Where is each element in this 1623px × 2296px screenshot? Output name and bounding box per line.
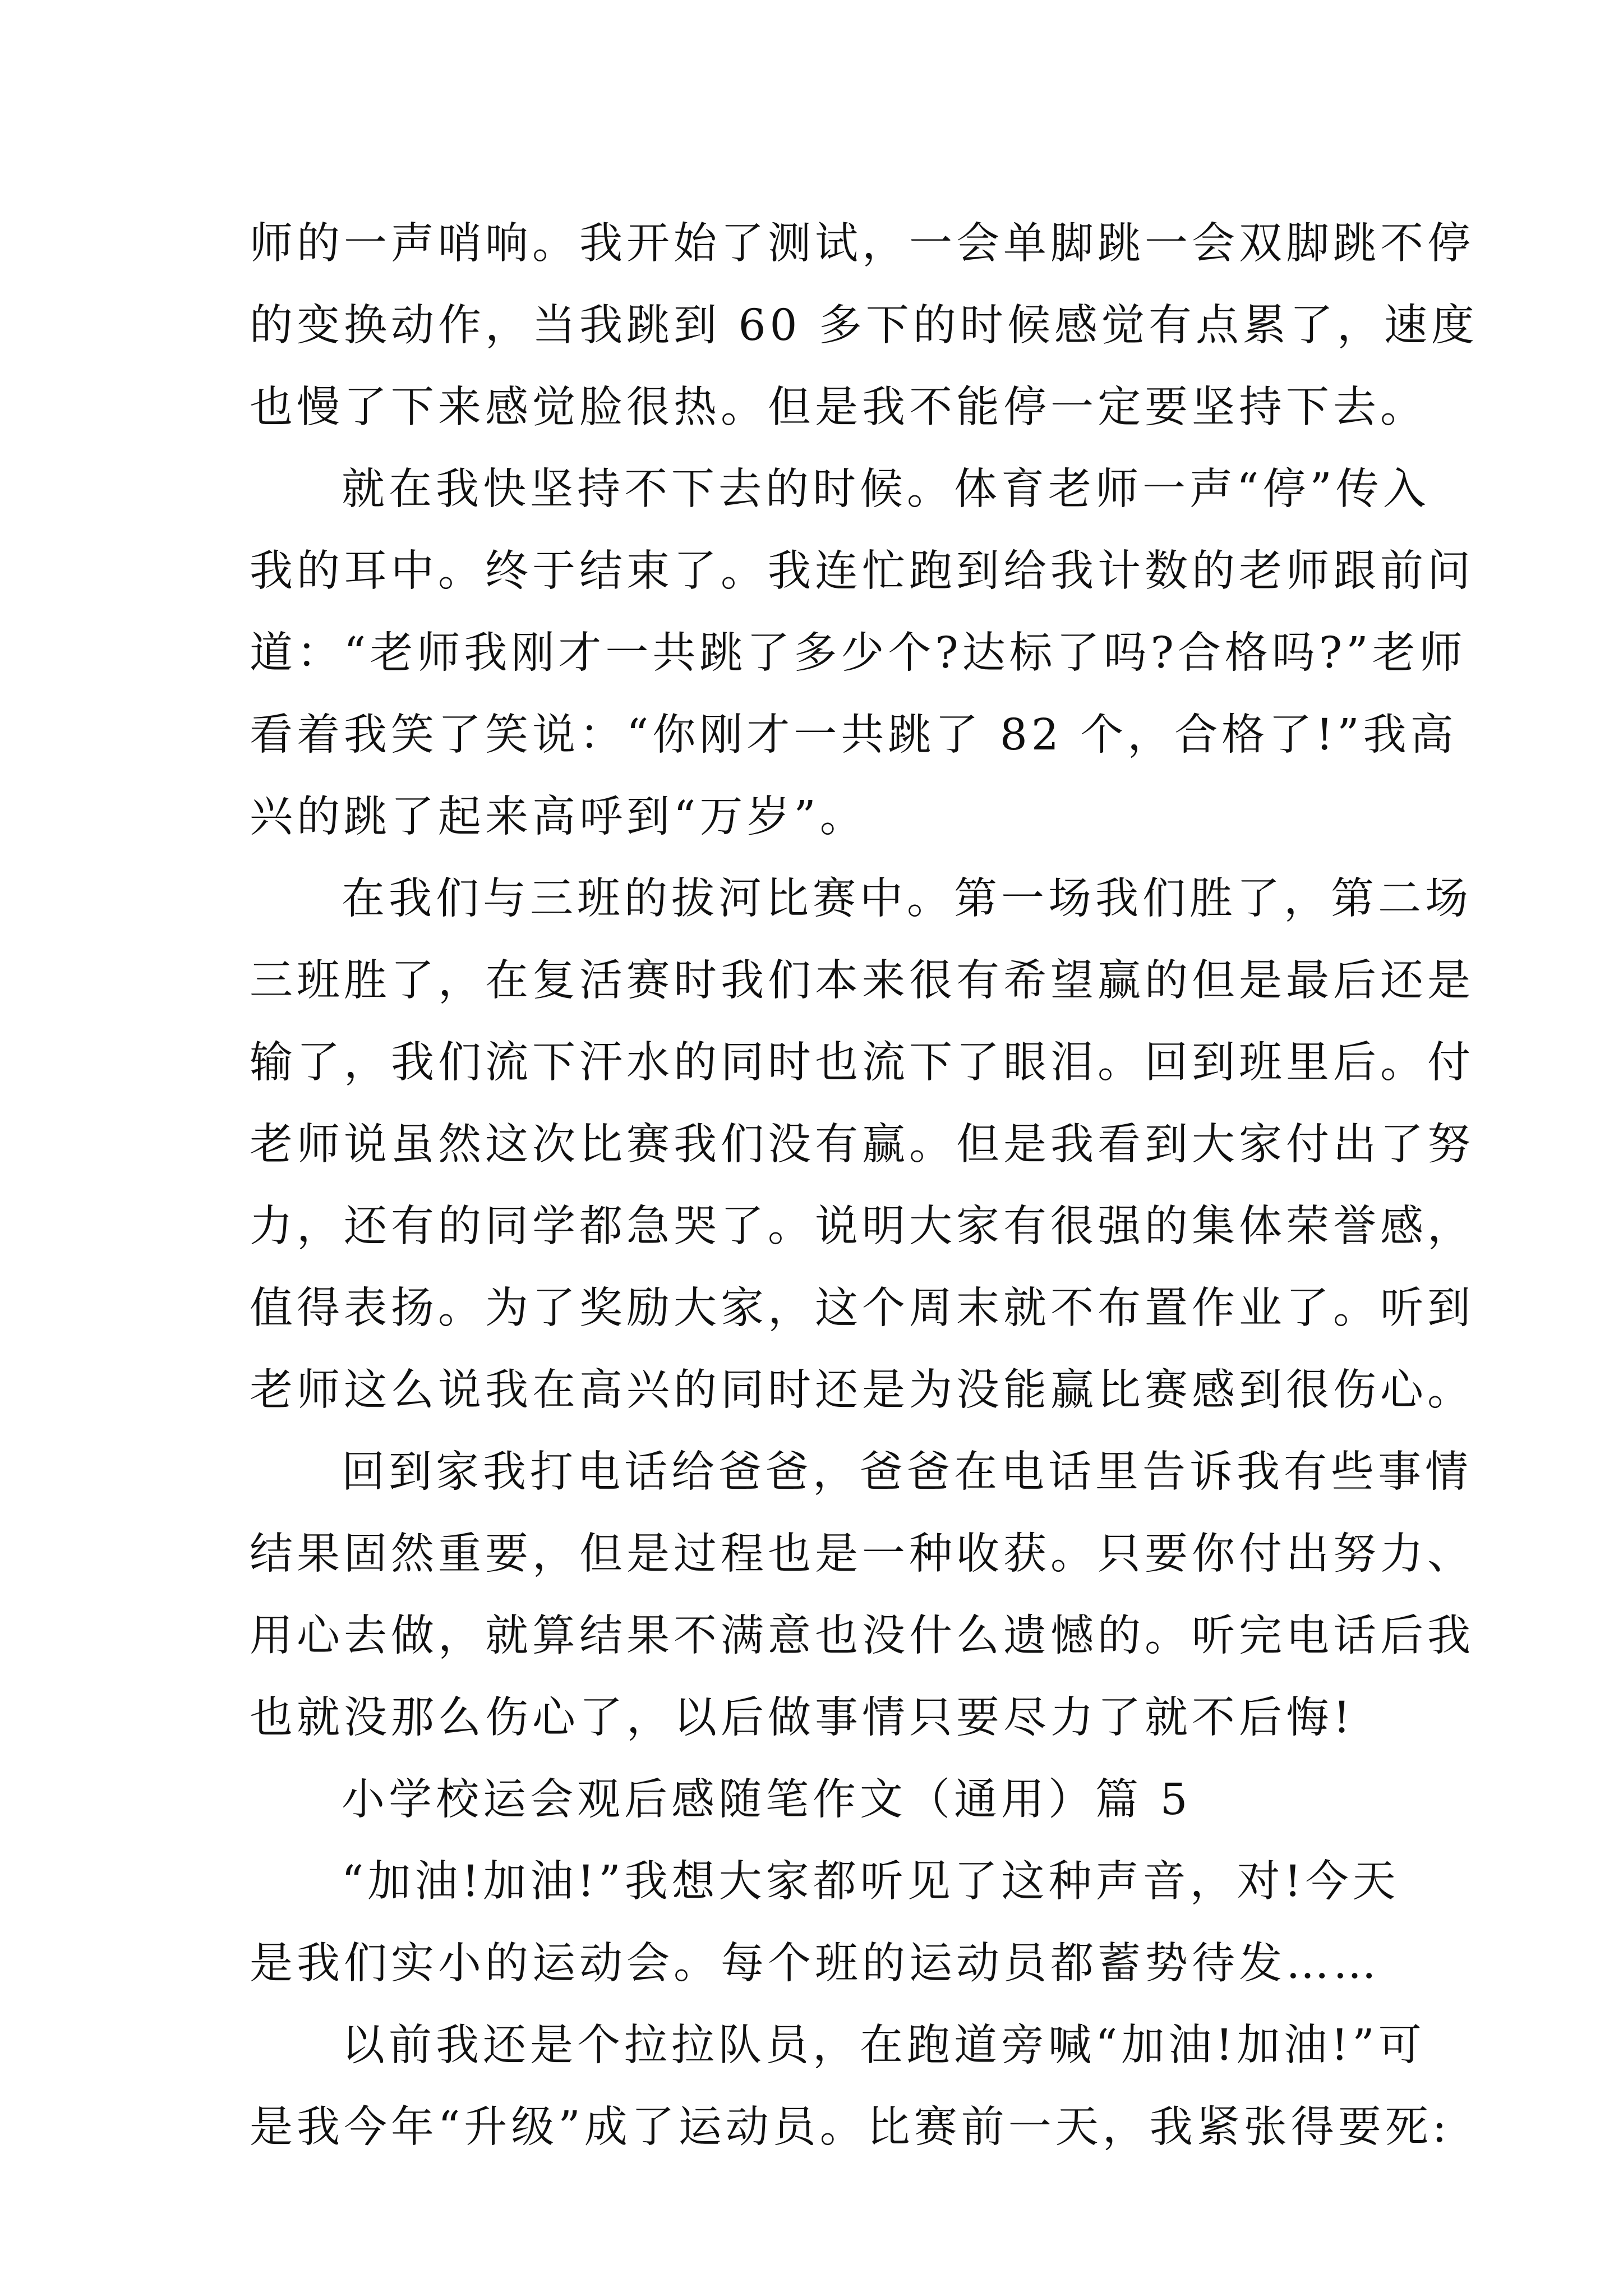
text-line-10: 三班胜了，在复活赛时我们本来很有希望赢的但是最后还是 bbox=[250, 956, 1474, 1006]
section-heading: 小学校运会观后感随笔作文（通用）篇 5 bbox=[342, 1775, 1192, 1825]
text-line-1: 师的一声哨响。我开始了测试，一会单脚跳一会双脚跳不停 bbox=[250, 219, 1474, 269]
text-line-24: 是我今年“升级”成了运动员。比赛前一天，我紧张得要死: bbox=[250, 2102, 1451, 2152]
text-line-7: 看着我笑了笑说：“你刚才一共跳了 82 个，合格了!”我高 bbox=[250, 710, 1458, 760]
text-line-4: 就在我快坚持不下去的时候。体育老师一声“停”传入 bbox=[342, 464, 1430, 514]
text-line-2: 的变换动作，当我跳到 60 多下的时候感觉有点累了，速度 bbox=[250, 301, 1478, 351]
text-line-5: 我的耳中。终于结束了。我连忙跑到给我计数的老师跟前问 bbox=[250, 546, 1474, 596]
text-line-17: 结果固然重要，但是过程也是一种收获。只要你付出努力、 bbox=[250, 1529, 1474, 1579]
text-line-23: 以前我还是个拉拉队员，在跑道旁喊“加油!加油!”可 bbox=[342, 2021, 1426, 2070]
text-line-22: 是我们实小的运动会。每个班的运动员都蓄势待发…… bbox=[250, 1939, 1380, 1989]
text-line-9: 在我们与三班的拔河比赛中。第一场我们胜了，第二场 bbox=[342, 874, 1472, 924]
text-line-15: 老师这么说我在高兴的同时还是为没能赢比赛感到很伤心。 bbox=[250, 1365, 1474, 1415]
text-line-3: 也慢了下来感觉脸很热。但是我不能停一定要坚持下去。 bbox=[250, 383, 1427, 432]
text-line-6: 道：“老师我刚才一共跳了多少个?达标了吗?合格吗?”老师 bbox=[250, 628, 1467, 678]
text-line-14: 值得表扬。为了奖励大家，这个周末就不布置作业了。听到 bbox=[250, 1283, 1474, 1333]
text-line-18: 用心去做，就算结果不满意也没什么遗憾的。听完电话后我 bbox=[250, 1611, 1474, 1661]
text-line-12: 老师说虽然这次比赛我们没有赢。但是我看到大家付出了努 bbox=[250, 1120, 1474, 1170]
text-line-8: 兴的跳了起来高呼到“万岁”。 bbox=[250, 792, 867, 842]
text-line-21: “加油!加油!”我想大家都听见了这种声音，对!今天 bbox=[342, 1857, 1400, 1907]
text-line-11: 输了，我们流下汗水的同时也流下了眼泪。回到班里后。付 bbox=[250, 1038, 1474, 1088]
document-body bbox=[250, 203, 1478, 2169]
text-line-16: 回到家我打电话给爸爸，爸爸在电话里告诉我有些事情 bbox=[342, 1447, 1472, 1497]
text-line-13: 力，还有的同学都急哭了。说明大家有很强的集体荣誉感， bbox=[250, 1202, 1474, 1251]
text-line-19: 也就没那么伤心了，以后做事情只要尽力了就不后悔! bbox=[250, 1693, 1354, 1743]
